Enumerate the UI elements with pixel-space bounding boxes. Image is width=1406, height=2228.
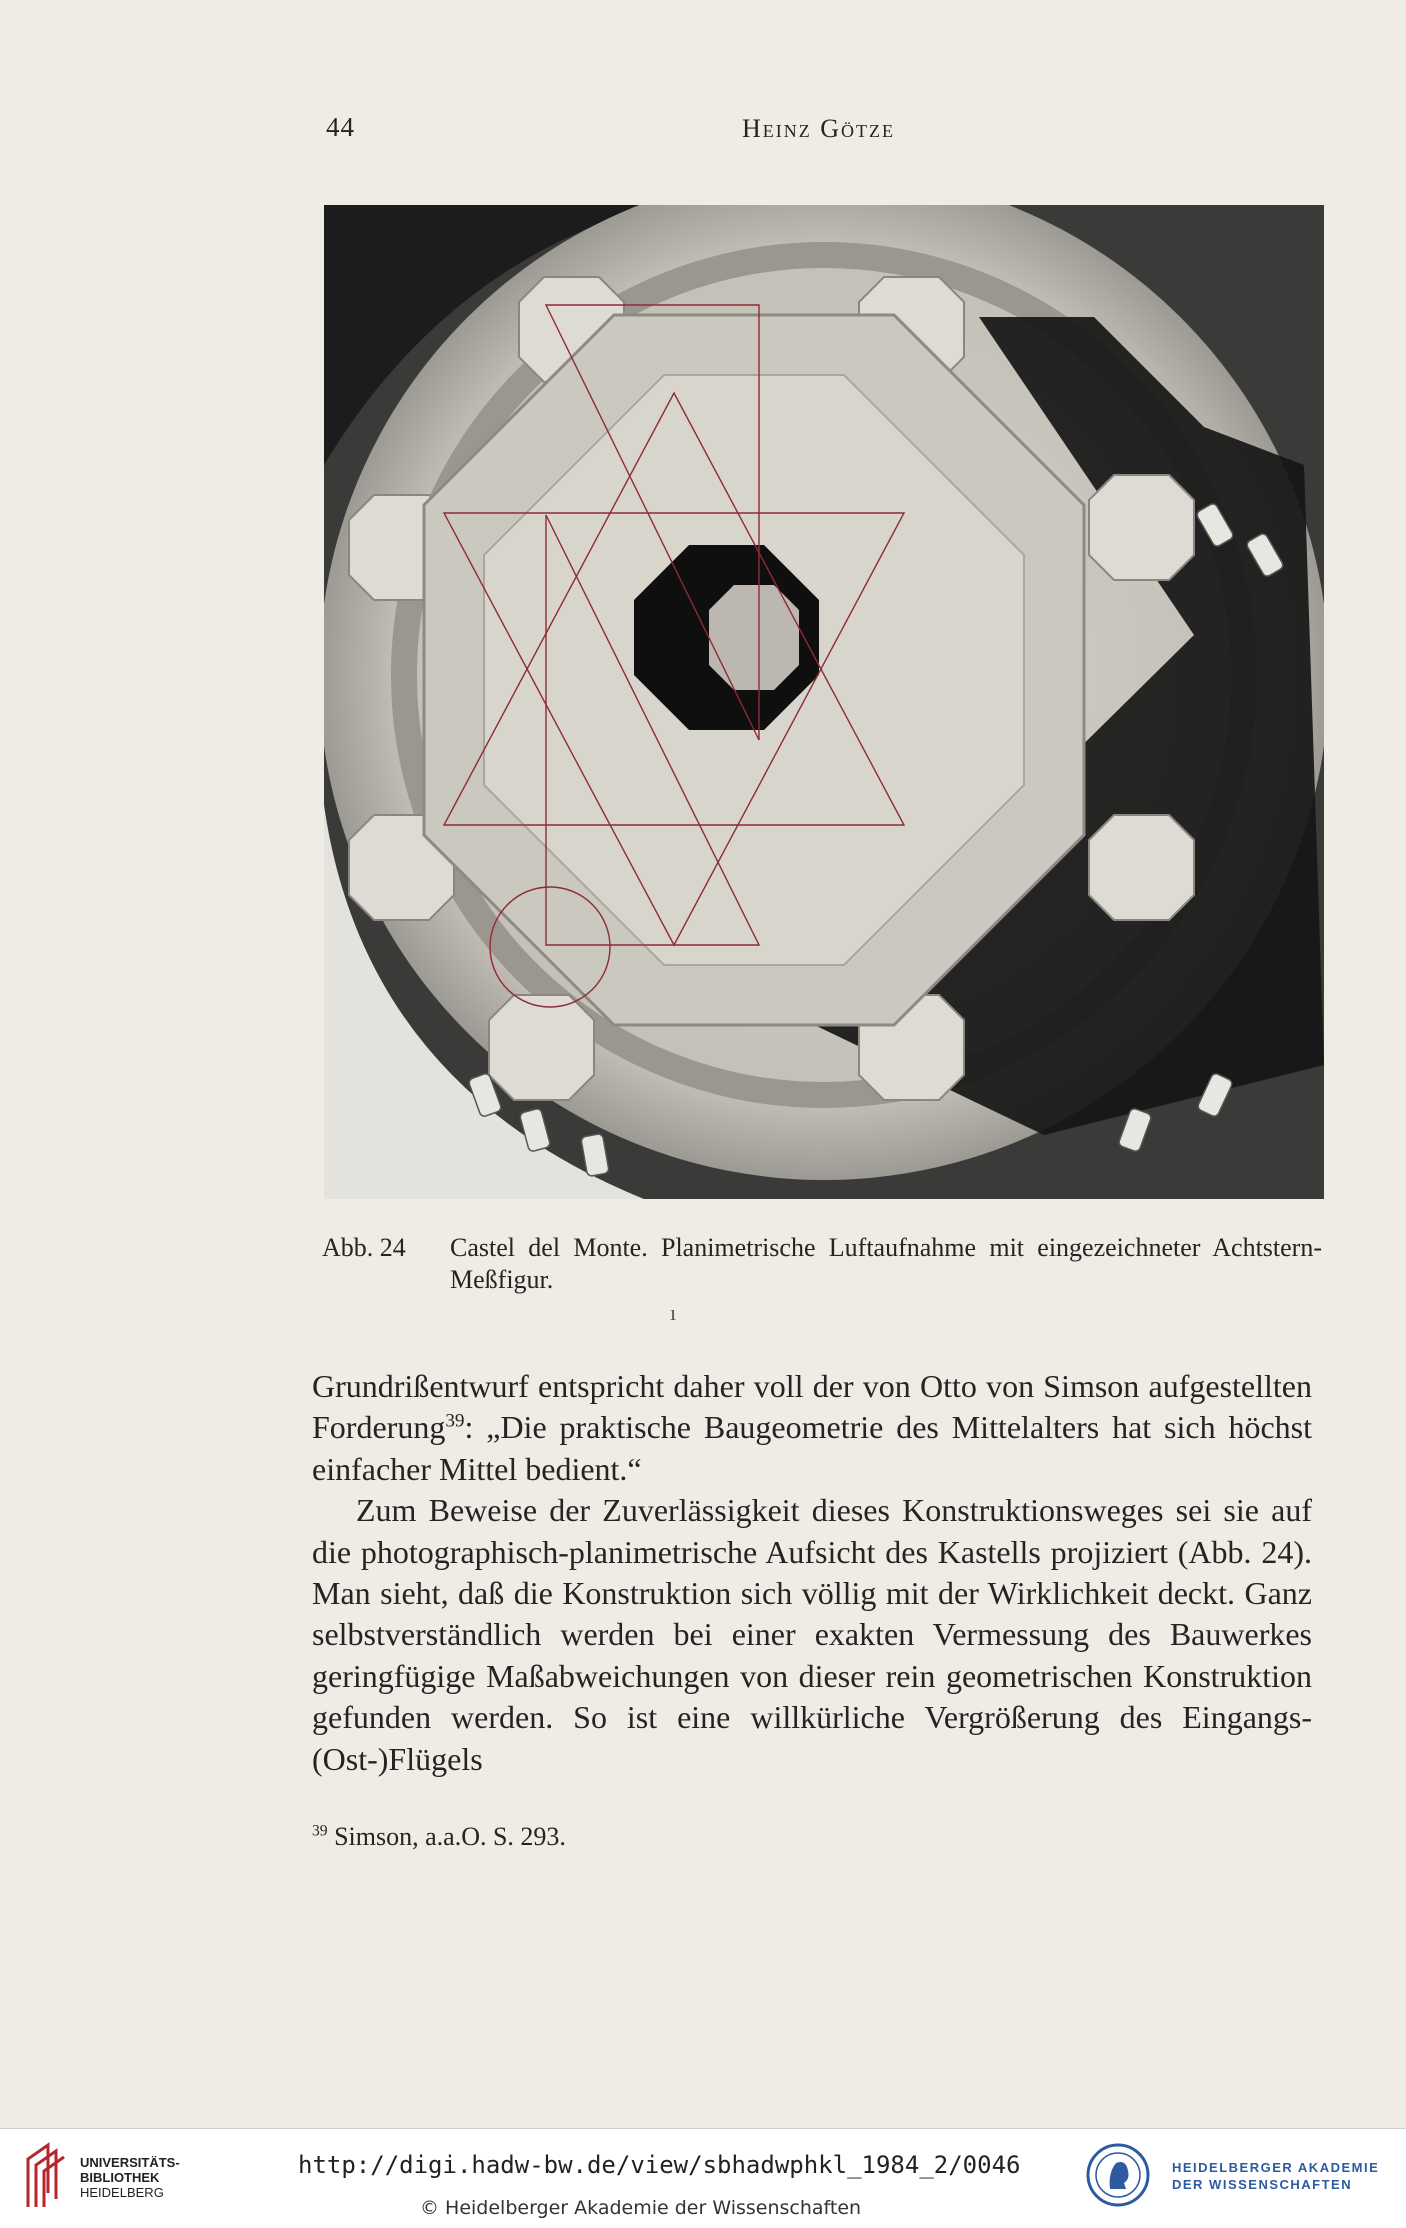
ub-line-1: UNIVERSITÄTS- [80, 2155, 180, 2170]
figure-label: Abb. 24 [322, 1233, 406, 1262]
copyright-notice: © Heidelberger Akademie der Wissenschaften [420, 2197, 862, 2219]
ub-line-2: BIBLIOTHEK [80, 2170, 160, 2185]
running-head: Heinz Götze [742, 114, 896, 143]
page-number: 44 [326, 112, 355, 142]
body-text [312, 1366, 1312, 1780]
courtyard-sunlit-part [709, 585, 799, 690]
university-library-name [80, 2155, 180, 2200]
university-library-logo-icon [22, 2141, 68, 2211]
paragraph-1 [312, 1366, 1312, 1490]
hadw-line-1: HEIDELBERGER AKADEMIE [1172, 2160, 1380, 2175]
footnote-text: Simson, a.a.O. S. 293. [334, 1822, 566, 1851]
academy-seal-icon [1086, 2143, 1150, 2207]
print-mark: ı [670, 1300, 677, 1325]
paragraph-1-start: Grundrißentwurf entspricht daher voll der von Otto von Simson aufgestellten Forderung [312, 1368, 1312, 1446]
permalink-url[interactable]: http://digi.hadw-bw.de/view/sbhadwphkl_1984_2/0046 [298, 2151, 1021, 2179]
footnote-reference: 39 [445, 1410, 465, 1432]
hadw-line-2: DER WISSENSCHAFTEN [1172, 2177, 1353, 2192]
footnote-number: 39 [312, 1822, 328, 1840]
footnote [312, 1822, 566, 1852]
paragraph-2: Zum Beweise der Zuverlässigkeit dieses Konstruktionsweges sei sie auf die photographisch-planimetrische Aufsicht des Kastells projiziert (Abb. 24). Man sieht, daß die Konstruktion sich völlig mit der Wirklichkeit deckt. Ganz selbstverständlich werden bei einer exakten Vermessung des Bauwerkes geringfügige Maßabweichungen von dieser rein geometrischen Konstruktion gefunden werden. So ist eine willkürliche Vergrößerung des Eingangs-(Ost-)Flügels [312, 1492, 1312, 1777]
figure-caption [322, 1232, 1322, 1296]
figure-caption-text: Castel del Monte. Planimetrische Luftaufnahme mit eingezeichneter Achtstern-Meßfigur. [450, 1233, 1322, 1294]
academy-name [1172, 2159, 1379, 2193]
aerial-photograph-figure [324, 205, 1324, 1199]
ub-line-3: HEIDELBERG [80, 2185, 164, 2200]
digitization-footer [0, 2128, 1406, 2228]
paragraph-1-end: : „Die praktische Baugeometrie des Mittelalters hat sich höchst einfacher Mittel bedient.“ [312, 1409, 1312, 1487]
